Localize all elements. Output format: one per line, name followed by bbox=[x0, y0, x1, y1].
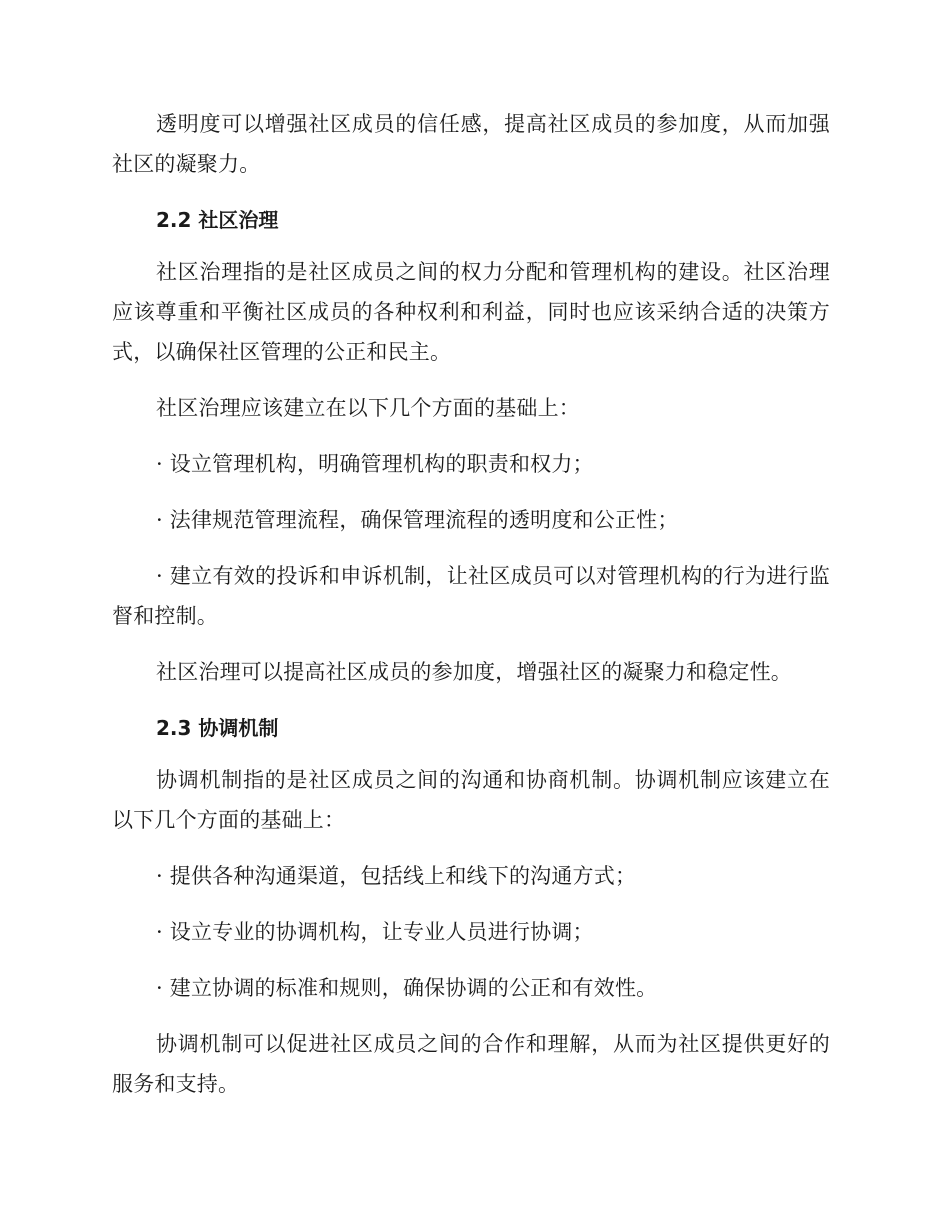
document-page bbox=[112, 104, 830, 1120]
paragraph-transparency-summary: 透明度可以增强社区成员的信任感，提高社区成员的参加度，从而加强社区的凝聚力。 bbox=[112, 112, 830, 176]
paragraph-governance-benefit: 社区治理可以提高社区成员的参加度，增强社区的凝聚力和稳定性。 bbox=[156, 660, 792, 684]
bullet-item-legal-process: · 法律规范管理流程，确保管理流程的透明度和公正性； bbox=[156, 508, 679, 532]
bullet-item-communication-channels: · 提供各种沟通渠道，包括线上和线下的沟通方式； bbox=[156, 864, 637, 888]
paragraph-governance-definition: 社区治理指的是社区成员之间的权力分配和管理机构的建设。社区治理应该尊重和平衡社区成员的各种权利和利益，同时也应该采纳合适的决策方式，以确保社区管理的公正和民主。 bbox=[112, 260, 830, 364]
paragraph-coordination-benefit: 协调机制可以促进社区成员之间的合作和理解，从而为社区提供更好的服务和支持。 bbox=[112, 1032, 830, 1096]
bullet-item-management-body: · 设立管理机构，明确管理机构的职责和权力； bbox=[156, 452, 594, 476]
bullet-item-coordination-rules: · 建立协调的标准和规则，确保协调的公正和有效性。 bbox=[156, 976, 658, 1000]
bullet-item-coordination-body: · 设立专业的协调机构，让专业人员进行协调； bbox=[156, 920, 594, 944]
section-heading-coordination-mechanism: 2.3 协调机制 bbox=[156, 716, 279, 740]
section-heading-community-governance: 2.2 社区治理 bbox=[156, 208, 279, 232]
paragraph-coordination-definition: 协调机制指的是社区成员之间的沟通和协商机制。协调机制应该建立在以下几个方面的基础上： bbox=[112, 768, 830, 832]
bullet-item-complaint-mechanism: · 建立有效的投诉和申诉机制，让社区成员可以对管理机构的行为进行监督和控制。 bbox=[112, 564, 830, 628]
paragraph-governance-basis-intro: 社区治理应该建立在以下几个方面的基础上： bbox=[156, 396, 580, 420]
